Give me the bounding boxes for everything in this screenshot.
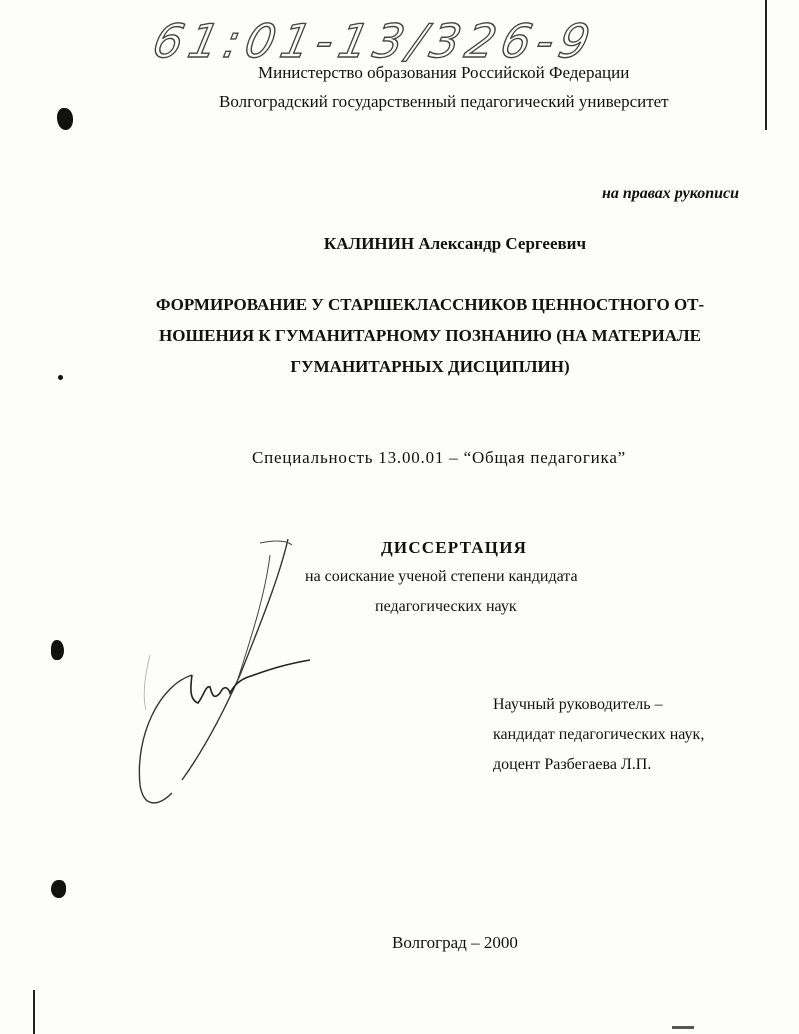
- title-line: НОШЕНИЯ К ГУМАНИТАРНОМУ ПОЗНАНИЮ (НА МАТЕРИАЛЕ: [159, 326, 701, 345]
- degree-line: педагогических наук: [375, 598, 517, 615]
- dissertation-title: [130, 289, 730, 382]
- advisor-line: Научный руководитель –: [493, 696, 663, 713]
- author-name: КАЛИНИН Александр Сергеевич: [323, 234, 587, 253]
- degree-line: на соискание ученой степени кандидата: [305, 568, 578, 585]
- handwritten-signature: [120, 535, 320, 815]
- ink-blot: [51, 880, 66, 898]
- ink-dot: [58, 375, 63, 380]
- advisor-line: доцент Разбегаева Л.П.: [493, 756, 652, 773]
- document-type: ДИССЕРТАЦИЯ: [381, 538, 528, 557]
- university-name: Волгоградский государственный педагогический университет: [219, 92, 669, 111]
- scientific-advisor: [493, 690, 704, 780]
- title-line: ФОРМИРОВАНИЕ У СТАРШЕКЛАССНИКОВ ЦЕННОСТНОГО ОТ-: [155, 295, 705, 314]
- advisor-line: кандидат педагогических наук,: [493, 726, 705, 743]
- ink-blot: [57, 108, 73, 130]
- title-line: ГУМАНИТАРНЫХ ДИСЦИПЛИН): [290, 357, 570, 376]
- archive-number-text: 61:01-13/326-9: [148, 14, 601, 68]
- specialty-code: Специальность 13.00.01 – “Общая педагогика”: [252, 448, 627, 467]
- ministry-name: Министерство образования Российской Федерации: [258, 63, 630, 82]
- manuscript-rights-note: на правах рукописи: [601, 185, 739, 202]
- scan-artifact: [672, 1026, 694, 1029]
- scan-margin-line: [33, 990, 35, 1034]
- scan-margin-line: [765, 0, 767, 130]
- ink-blot: [51, 640, 64, 660]
- city-and-year: Волгоград – 2000: [392, 933, 518, 952]
